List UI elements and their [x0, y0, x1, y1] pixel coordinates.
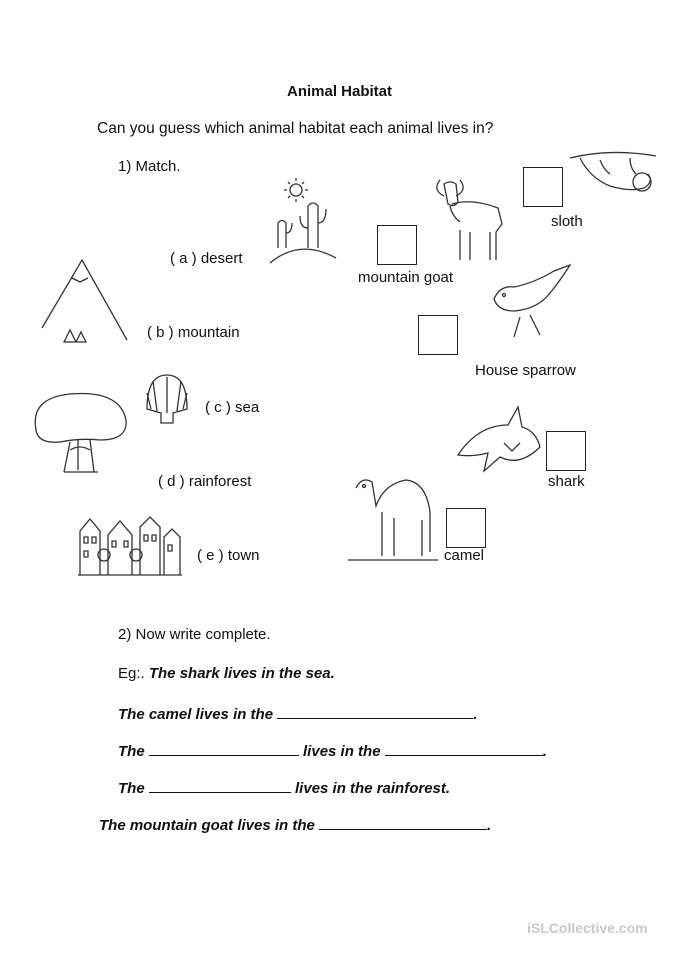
desert-cactus-image — [268, 178, 338, 268]
town-buildings-image — [78, 515, 182, 577]
blank-3[interactable] — [149, 778, 291, 793]
sentence-1 — [118, 704, 477, 722]
period: . — [473, 706, 478, 723]
sentence-2 — [118, 741, 547, 759]
habitat-town: ( e ) town — [197, 547, 260, 564]
period: . — [542, 743, 547, 760]
example-text: The shark lives in the sea. — [148, 665, 335, 682]
sentence-1-text: The camel lives in the — [118, 706, 274, 723]
period: . — [487, 817, 492, 834]
blank-1[interactable] — [277, 704, 473, 719]
mountain-image — [42, 258, 130, 346]
example-prefix: Eg:. — [118, 665, 145, 682]
answer-box-house-sparrow[interactable] — [418, 315, 458, 355]
blank-4[interactable] — [319, 815, 487, 830]
sentence-2-mid: lives in the — [303, 743, 381, 760]
answer-box-sloth[interactable] — [523, 167, 563, 207]
camel-image — [348, 470, 442, 566]
blank-2b[interactable] — [385, 741, 543, 756]
animal-camel: camel — [444, 547, 485, 564]
question: Can you guess which animal habitat each animal lives in? — [97, 120, 494, 137]
answer-box-mountain-goat[interactable] — [377, 225, 417, 265]
rainforest-tree-image — [30, 390, 130, 476]
habitat-desert: ( a ) desert — [170, 250, 243, 267]
house-sparrow-image — [490, 265, 575, 341]
sentence-3 — [118, 778, 450, 796]
animal-house-sparrow: House sparrow — [475, 362, 576, 379]
sentence-3-start: The — [118, 780, 145, 797]
habitat-rainforest: ( d ) rainforest — [158, 473, 252, 490]
watermark: iSLCollective.com — [527, 920, 648, 936]
sentence-4-text: The mountain goat lives in the — [99, 817, 315, 834]
blank-2a[interactable] — [149, 741, 299, 756]
sentence-4 — [99, 815, 491, 833]
answer-box-shark[interactable] — [546, 431, 586, 471]
sentence-3-end: lives in the rainforest. — [295, 780, 451, 797]
sentence-2-start: The — [118, 743, 145, 760]
part2-heading: 2) Now write complete. — [118, 626, 271, 643]
page-title: Animal Habitat — [287, 83, 393, 100]
sloth-image — [570, 150, 658, 212]
sea-shell-image — [143, 373, 191, 425]
habitat-sea: ( c ) sea — [205, 399, 260, 416]
animal-shark: shark — [548, 473, 585, 490]
animal-mountain-goat: mountain goat — [358, 269, 454, 286]
habitat-mountain: ( b ) mountain — [147, 324, 240, 341]
mountain-goat-image — [430, 170, 508, 262]
answer-box-camel[interactable] — [446, 508, 486, 548]
part1-heading: 1) Match. — [118, 158, 181, 175]
shark-image — [458, 405, 540, 471]
example-sentence — [118, 666, 335, 681]
animal-sloth: sloth — [551, 213, 583, 230]
